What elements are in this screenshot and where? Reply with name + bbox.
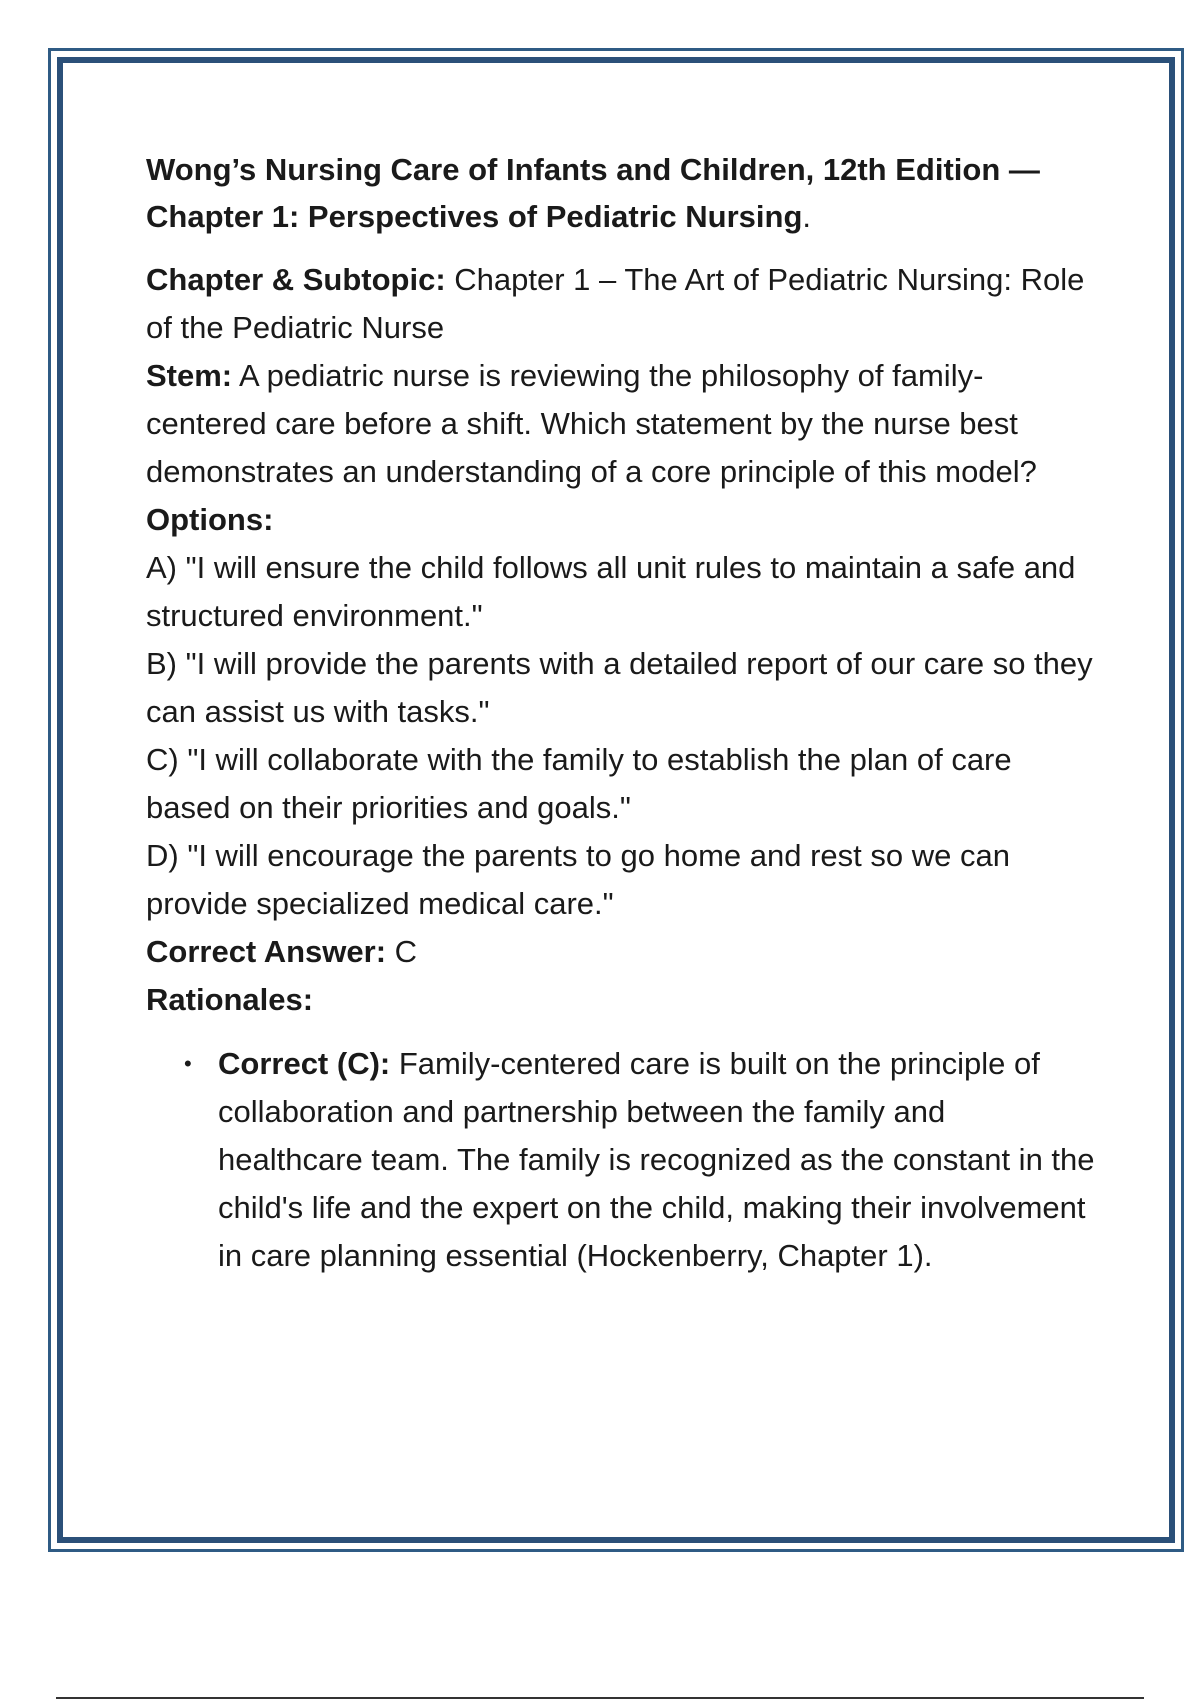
- question-stem: [146, 352, 1096, 496]
- rationales-list: [146, 1040, 1096, 1280]
- document-title: [146, 146, 1096, 240]
- chapter-subtopic-value: Chapter 1 – The Art of Pediatric Nursing: Role of the Pediatric Nurse: [146, 262, 1085, 345]
- chapter-subtopic-label: Chapter & Subtopic:: [146, 262, 446, 297]
- rationale-text: Family-centered care is built on the principle of collaboration and partnership between the family and healthcare team. The family is recognized as the constant in the child's life and the expert on the child, making their involvement in care planning essential (Hockenberry, Chapter 1).: [218, 1046, 1095, 1273]
- chapter-subtopic: [146, 256, 1096, 352]
- correct-answer: [146, 928, 1096, 976]
- stem-text: A pediatric nurse is reviewing the philosophy of family-centered care before a shift. Which statement by the nurse best demonstrates an understanding of a core principle of this model?: [146, 358, 1037, 489]
- stem-label: Stem:: [146, 358, 233, 393]
- document-title-text: Wong’s Nursing Care of Infants and Children, 12th Edition — Chapter 1: Perspectives of Pediatric Nursing: [146, 152, 1040, 234]
- option-a: A) "I will ensure the child follows all unit rules to maintain a safe and structured environment.": [146, 550, 1076, 633]
- option-c: C) "I will collaborate with the family to establish the plan of care based on their priorities and goals.": [146, 742, 1012, 825]
- option-b: B) "I will provide the parents with a detailed report of our care so they can assist us with tasks.": [146, 646, 1093, 729]
- bullet-icon: •: [184, 1051, 192, 1076]
- document-title-period: .: [802, 199, 811, 234]
- rationale-label: Correct (C):: [218, 1046, 391, 1081]
- footer-divider: [56, 1697, 1144, 1699]
- question-content: [146, 146, 1096, 1280]
- rationale-item: [184, 1040, 1096, 1280]
- correct-answer-label: Correct Answer:: [146, 934, 387, 969]
- options-heading: Options:: [146, 502, 274, 537]
- correct-answer-value: C: [386, 934, 418, 969]
- option-d: D) "I will encourage the parents to go home and rest so we can provide specialized medical care.": [146, 838, 1010, 921]
- rationales-heading: Rationales:: [146, 982, 314, 1017]
